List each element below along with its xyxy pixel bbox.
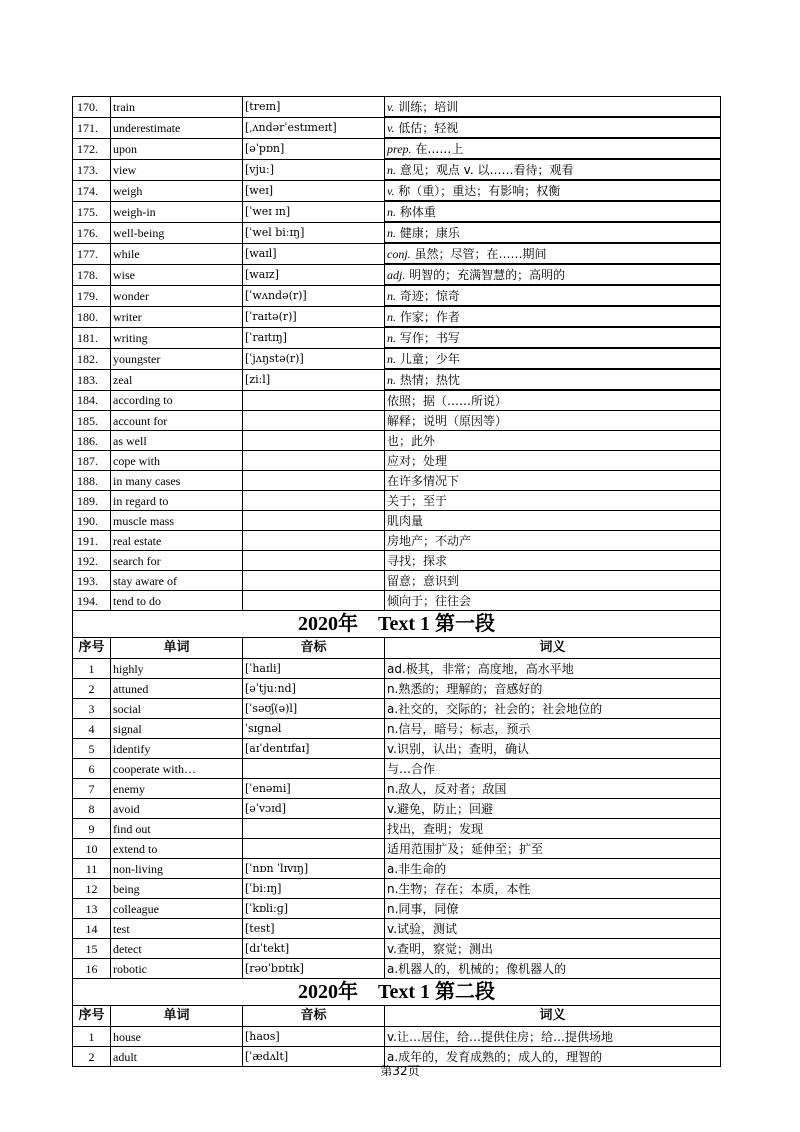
phonetic-cell: [treɪn] (243, 97, 385, 118)
part-of-speech: v. (387, 120, 395, 135)
phonetic-cell (243, 511, 385, 531)
table-row (73, 551, 721, 571)
table-row (73, 591, 721, 611)
word-cell: writing (111, 327, 243, 348)
word-cell: in regard to (111, 491, 243, 511)
word-cell: signal (111, 719, 243, 739)
table-row (73, 959, 721, 979)
vocabulary-page (72, 96, 720, 1067)
header-meaning: 词义 (385, 638, 721, 659)
table-row (73, 369, 721, 390)
phonetic-cell: [ziːl] (243, 369, 385, 390)
row-number: 13 (73, 899, 111, 919)
table-row (73, 879, 721, 899)
header-word: 单词 (111, 638, 243, 659)
table-row (73, 306, 721, 327)
word-cell: cooperate with… (111, 759, 243, 779)
meaning-cell: v.查明，察觉；测出 (385, 939, 721, 959)
row-number: 8 (73, 799, 111, 819)
word-cell: robotic (111, 959, 243, 979)
meaning-text: 称体重 (399, 204, 436, 219)
meaning-text: 意见；观点 v. 以……看待；观看 (399, 162, 574, 177)
table-row (73, 919, 721, 939)
table-row (73, 1027, 721, 1047)
word-cell: enemy (111, 779, 243, 799)
word-cell: cope with (111, 451, 243, 471)
word-cell: identify (111, 739, 243, 759)
section-title: 2020年 Text 1 第一段 (73, 611, 721, 638)
phonetic-cell: [test] (243, 919, 385, 939)
meaning-text: 称（重）；重达；有影响；权衡 (398, 183, 561, 198)
header-word: 单词 (111, 1006, 243, 1027)
meaning-cell: 找出，查明；发现 (385, 819, 721, 839)
row-number: 4 (73, 719, 111, 739)
phonetic-cell (243, 571, 385, 591)
word-cell: weigh (111, 180, 243, 201)
meaning-cell (385, 491, 721, 511)
section-title-row (73, 979, 721, 1006)
phonetic-cell: [ˈraɪtɪŋ] (243, 327, 385, 348)
meaning-cell (385, 591, 721, 611)
meaning-cell (385, 451, 721, 471)
phonetic-cell: [ˈkɒliːɡ] (243, 899, 385, 919)
word-cell: account for (111, 411, 243, 431)
meaning-text: 写作；书写 (399, 330, 460, 345)
row-number: 186. (73, 431, 111, 451)
meaning-text: 应对；处理 (387, 453, 448, 468)
phonetic-cell (243, 531, 385, 551)
table-row (73, 799, 721, 819)
phonetic-cell: [vjuː] (243, 159, 385, 180)
row-number: 1 (73, 1027, 111, 1047)
meaning-cell: 适用范围扩及；延伸至；扩至 (385, 839, 721, 859)
meaning-cell (385, 390, 721, 411)
word-cell: underestimate (111, 117, 243, 138)
meaning-cell (385, 511, 721, 531)
row-number: 177. (73, 243, 111, 264)
row-number: 15 (73, 939, 111, 959)
table-row (73, 471, 721, 491)
vocabulary-table (72, 96, 721, 1067)
phonetic-cell: [dɪˈtekt] (243, 939, 385, 959)
word-cell: as well (111, 431, 243, 451)
row-number: 175. (73, 201, 111, 222)
table-row (73, 679, 721, 699)
word-cell: attuned (111, 679, 243, 699)
row-number: 183. (73, 369, 111, 390)
meaning-cell: v.试验，测试 (385, 919, 721, 939)
word-cell: tend to do (111, 591, 243, 611)
meaning-text: 奇迹；惊奇 (399, 288, 460, 303)
part-of-speech: n. (387, 372, 396, 387)
row-number: 187. (73, 451, 111, 471)
meaning-cell (385, 348, 721, 369)
table-row (73, 180, 721, 201)
word-cell: extend to (111, 839, 243, 859)
table-row (73, 859, 721, 879)
word-cell: house (111, 1027, 243, 1047)
meaning-cell (385, 551, 721, 571)
phonetic-cell (243, 591, 385, 611)
row-number: 2 (73, 1047, 111, 1067)
word-cell: find out (111, 819, 243, 839)
meaning-text: 低估；轻视 (398, 120, 459, 135)
word-cell: highly (111, 659, 243, 679)
meaning-text: 热情；热忱 (399, 372, 460, 387)
word-cell: zeal (111, 369, 243, 390)
table-row (73, 531, 721, 551)
meaning-cell: a.社交的，交际的；社会的；社会地位的 (385, 699, 721, 719)
meaning-cell (385, 264, 721, 285)
row-number: 189. (73, 491, 111, 511)
phonetic-cell: [weɪ] (243, 180, 385, 201)
row-number: 16 (73, 959, 111, 979)
meaning-cell (385, 180, 721, 201)
table-row (73, 264, 721, 285)
word-cell: upon (111, 138, 243, 159)
word-cell: muscle mass (111, 511, 243, 531)
phonetic-cell (243, 471, 385, 491)
phonetic-cell: [ˈnɒn ˈlɪvɪŋ] (243, 859, 385, 879)
header-number: 序号 (73, 638, 111, 659)
row-number: 3 (73, 699, 111, 719)
meaning-cell: v.让…居住，给…提供住房；给…提供场地 (385, 1027, 721, 1047)
table-row (73, 571, 721, 591)
section-1-body (73, 659, 721, 979)
word-cell: colleague (111, 899, 243, 919)
meaning-cell: n.生物；存在；本质，本性 (385, 879, 721, 899)
meaning-text: 明智的；充满智慧的；高明的 (409, 267, 566, 282)
phonetic-cell: [haʊs] (243, 1027, 385, 1047)
row-number: 2 (73, 679, 111, 699)
phonetic-cell: [waɪz] (243, 264, 385, 285)
table-row (73, 899, 721, 919)
word-cell: according to (111, 390, 243, 411)
table-row (73, 491, 721, 511)
meaning-cell (385, 222, 721, 243)
word-cell: detect (111, 939, 243, 959)
word-cell: non-living (111, 859, 243, 879)
word-cell: while (111, 243, 243, 264)
word-cell: in many cases (111, 471, 243, 491)
meaning-text: 虽然；尽管；在……期间 (414, 246, 547, 261)
part-of-speech: n. (387, 204, 396, 219)
phonetic-cell: [ˈenəmi] (243, 779, 385, 799)
meaning-cell: n.同事，同僚 (385, 899, 721, 919)
table-row (73, 759, 721, 779)
phonetic-cell: [ˌʌndərˈestɪmeɪt] (243, 117, 385, 138)
table-row (73, 159, 721, 180)
part-of-speech: n. (387, 351, 396, 366)
header-meaning: 词义 (385, 1006, 721, 1027)
row-number: 176. (73, 222, 111, 243)
phonetic-cell: [ˈwel biːɪŋ] (243, 222, 385, 243)
phonetic-cell (243, 390, 385, 411)
word-cell: search for (111, 551, 243, 571)
meaning-cell: 与…合作 (385, 759, 721, 779)
meaning-text: 依照；据（……所说） (387, 393, 508, 408)
meaning-text: 解释；说明（原因等） (387, 413, 508, 428)
table-row (73, 327, 721, 348)
phonetic-cell: [ˈraɪtə(r)] (243, 306, 385, 327)
row-number: 179. (73, 285, 111, 306)
meaning-cell: n.信号，暗号；标志，预示 (385, 719, 721, 739)
table-row (73, 243, 721, 264)
word-cell: adult (111, 1047, 243, 1067)
table-row (73, 819, 721, 839)
word-cell: well-being (111, 222, 243, 243)
table-row (73, 839, 721, 859)
phonetic-cell: [aɪˈdentɪfaɪ] (243, 739, 385, 759)
table-row (73, 222, 721, 243)
meaning-cell (385, 138, 721, 159)
row-number: 191. (73, 531, 111, 551)
meaning-cell (385, 97, 721, 118)
row-number: 6 (73, 759, 111, 779)
row-number: 1 (73, 659, 111, 679)
table-row (73, 939, 721, 959)
header-phonetic: 音标 (243, 638, 385, 659)
row-number: 174. (73, 180, 111, 201)
row-number: 7 (73, 779, 111, 799)
word-cell: being (111, 879, 243, 899)
part-of-speech: prep. (387, 141, 412, 156)
page-number: 第32页 (380, 1064, 420, 1078)
meaning-cell (385, 431, 721, 451)
row-number: 192. (73, 551, 111, 571)
phonetic-cell: [ˈbiːɪŋ] (243, 879, 385, 899)
meaning-cell (385, 411, 721, 431)
word-cell: test (111, 919, 243, 939)
meaning-text: 也；此外 (387, 433, 436, 448)
word-cell: real estate (111, 531, 243, 551)
phonetic-cell (243, 551, 385, 571)
phonetic-cell (243, 819, 385, 839)
header-phonetic: 音标 (243, 1006, 385, 1027)
phonetic-cell: [əˈvɔɪd] (243, 799, 385, 819)
word-cell: wise (111, 264, 243, 285)
meaning-text: 房地产；不动产 (387, 533, 472, 548)
phonetic-cell (243, 411, 385, 431)
row-number: 170. (73, 97, 111, 118)
phonetic-cell: [ˈweɪ ɪn] (243, 201, 385, 222)
word-cell: weigh-in (111, 201, 243, 222)
row-number: 188. (73, 471, 111, 491)
section-2-body (73, 1027, 721, 1067)
column-header-row (73, 638, 721, 659)
table-row (73, 285, 721, 306)
table-row (73, 117, 721, 138)
phonetic-cell: [ˈjʌŋstə(r)] (243, 348, 385, 369)
table-row (73, 659, 721, 679)
part-of-speech: adj. (387, 267, 406, 282)
phonetic-cell: [ˈædʌlt] (243, 1047, 385, 1067)
phonetic-cell (243, 491, 385, 511)
table-row (73, 719, 721, 739)
row-number: 10 (73, 839, 111, 859)
meaning-cell (385, 285, 721, 306)
row-number: 172. (73, 138, 111, 159)
meaning-cell (385, 571, 721, 591)
phonetic-cell: [əˈpɒn] (243, 138, 385, 159)
meaning-text: 肌肉量 (387, 513, 424, 528)
meaning-cell (385, 327, 721, 348)
row-number: 11 (73, 859, 111, 879)
table-row (73, 390, 721, 411)
row-number: 193. (73, 571, 111, 591)
part-of-speech: n. (387, 309, 396, 324)
section-title-row (73, 611, 721, 638)
header-number: 序号 (73, 1006, 111, 1027)
word-cell: view (111, 159, 243, 180)
phonetic-cell: [rəʊˈbɒtɪk] (243, 959, 385, 979)
row-number: 171. (73, 117, 111, 138)
meaning-text: 作家；作者 (399, 309, 460, 324)
row-number: 173. (73, 159, 111, 180)
phonetic-cell: [waɪl] (243, 243, 385, 264)
meaning-cell (385, 159, 721, 180)
meaning-text: 在许多情况下 (387, 473, 460, 488)
meaning-cell (385, 471, 721, 491)
row-number: 181. (73, 327, 111, 348)
meaning-text: 在……上 (415, 141, 464, 156)
word-cell: wonder (111, 285, 243, 306)
row-number: 178. (73, 264, 111, 285)
table-row (73, 699, 721, 719)
word-cell: train (111, 97, 243, 118)
table-row (73, 739, 721, 759)
meaning-text: 寻找；探求 (387, 553, 448, 568)
meaning-cell (385, 201, 721, 222)
row-number: 184. (73, 390, 111, 411)
part-of-speech: conj. (387, 246, 411, 261)
word-cell: avoid (111, 799, 243, 819)
table-row (73, 201, 721, 222)
meaning-cell (385, 369, 721, 390)
table-row (73, 779, 721, 799)
row-number: 180. (73, 306, 111, 327)
table-row (73, 348, 721, 369)
row-number: 12 (73, 879, 111, 899)
table-row (73, 451, 721, 471)
meaning-text: 训练；培训 (398, 99, 459, 114)
word-cell: stay aware of (111, 571, 243, 591)
phonetic-cell (243, 759, 385, 779)
meaning-cell: a.机器人的，机械的；像机器人的 (385, 959, 721, 979)
phonetic-cell: [ˈsəʊʃ(ə)l] (243, 699, 385, 719)
meaning-cell: n.熟悉的；理解的；音感好的 (385, 679, 721, 699)
part-of-speech: n. (387, 330, 396, 345)
part-of-speech: n. (387, 225, 396, 240)
meaning-text: 健康；康乐 (399, 225, 460, 240)
meaning-text: 关于；至于 (387, 493, 448, 508)
row-number: 194. (73, 591, 111, 611)
meaning-cell: ad.极其，非常；高度地，高水平地 (385, 659, 721, 679)
phonetic-cell: ˈsɪɡnəl (243, 719, 385, 739)
meaning-cell: v.识别，认出；查明，确认 (385, 739, 721, 759)
meaning-cell: a.成年的，发育成熟的；成人的，理智的 (385, 1047, 721, 1067)
meaning-text: 留意；意识到 (387, 573, 460, 588)
table-row (73, 411, 721, 431)
table-row (73, 138, 721, 159)
row-number: 190. (73, 511, 111, 531)
meaning-cell (385, 117, 721, 138)
column-header-row (73, 1006, 721, 1027)
table-row (73, 97, 721, 118)
row-number: 5 (73, 739, 111, 759)
phonetic-cell (243, 839, 385, 859)
row-number: 185. (73, 411, 111, 431)
meaning-cell: a.非生命的 (385, 859, 721, 879)
meaning-cell (385, 306, 721, 327)
table-row (73, 431, 721, 451)
part-of-speech: v. (387, 183, 395, 198)
phonetic-cell (243, 431, 385, 451)
meaning-text: 倾向于；往往会 (387, 593, 472, 608)
meaning-cell (385, 243, 721, 264)
meaning-text: 儿童；少年 (399, 351, 460, 366)
section-title: 2020年 Text 1 第二段 (73, 979, 721, 1006)
part-of-speech: n. (387, 162, 396, 177)
meaning-cell (385, 531, 721, 551)
word-cell: youngster (111, 348, 243, 369)
meaning-cell: v.避免，防止；回避 (385, 799, 721, 819)
row-number: 14 (73, 919, 111, 939)
part-of-speech: v. (387, 99, 395, 114)
meaning-cell: n.敌人，反对者；敌国 (385, 779, 721, 799)
word-cell: writer (111, 306, 243, 327)
phonetic-cell (243, 451, 385, 471)
phonetic-cell: [əˈtjuːnd] (243, 679, 385, 699)
section-1 (73, 611, 721, 659)
phonetic-cell: [ˈhaɪli] (243, 659, 385, 679)
section-2 (73, 979, 721, 1027)
row-number: 9 (73, 819, 111, 839)
part-of-speech: n. (387, 288, 396, 303)
vocab-list-body (73, 97, 721, 611)
phonetic-cell: [ˈwʌndə(r)] (243, 285, 385, 306)
row-number: 182. (73, 348, 111, 369)
word-cell: social (111, 699, 243, 719)
table-row (73, 511, 721, 531)
